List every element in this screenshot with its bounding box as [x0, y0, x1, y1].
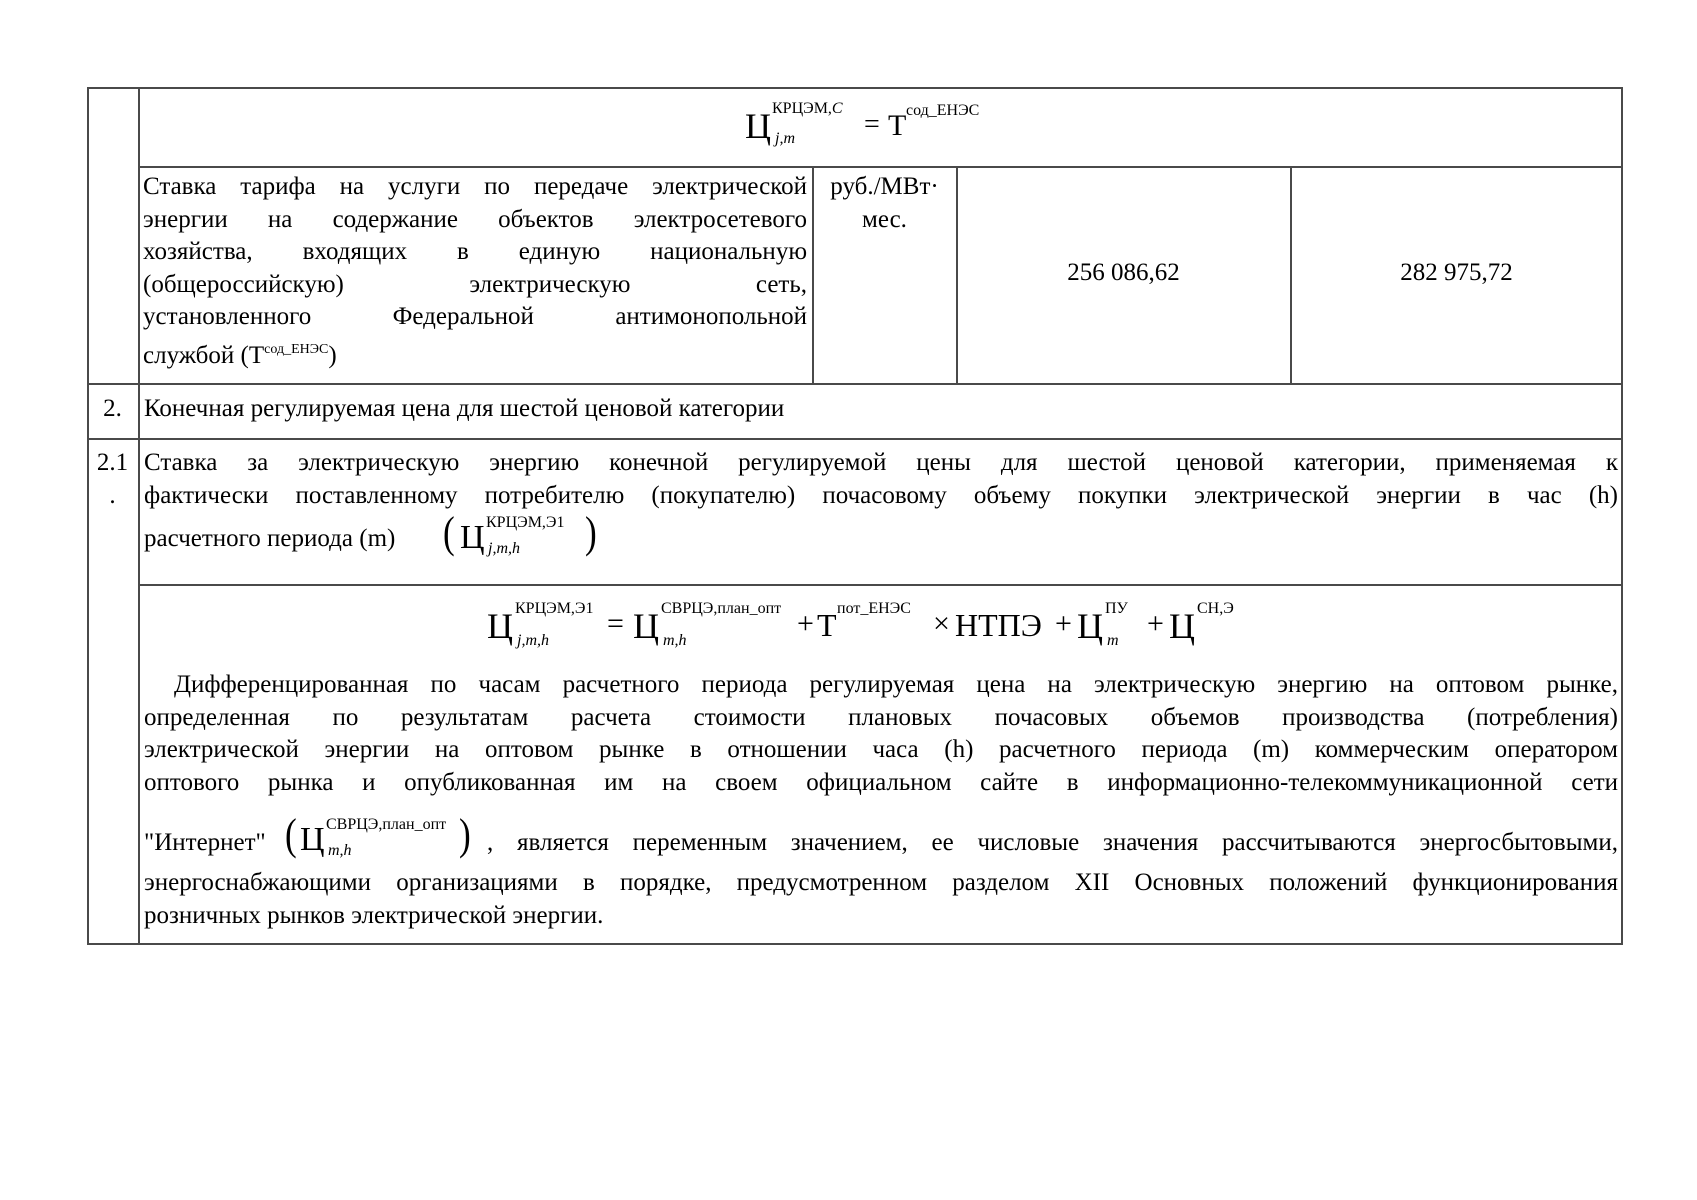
close-parenthesis: ) — [459, 810, 471, 859]
value-first-period: 256 086,62 — [1067, 259, 1180, 286]
formula-term1-subscript: j,m,h — [517, 632, 549, 649]
unit-cell — [813, 171, 956, 236]
description-last-line: службой $(Т^{сод\_ЕНЭС})$ — [143, 341, 337, 369]
formula-term2-subscript: m,h — [663, 632, 687, 649]
row-divider-2-1 — [87, 438, 1623, 440]
close-parenthesis: ) — [585, 508, 597, 557]
tariff-description — [143, 171, 807, 372]
row-number-line1: 2.1 — [96, 449, 129, 476]
formula-equals: = — [607, 607, 624, 640]
row-number-2: 2. — [103, 395, 122, 422]
formula-term3-superscript: пот_ЕНЭС — [837, 600, 911, 617]
inline-formula-svrce — [285, 810, 485, 867]
inline-formula-subscript: m,h — [328, 842, 352, 859]
formula-equals: = — [864, 109, 880, 140]
paragraph-tail — [144, 867, 1618, 932]
number-column-divider — [138, 87, 140, 944]
row-number-line2: . — [109, 481, 116, 509]
inline-formula-subscript: j,m,h — [488, 540, 520, 557]
row-2-1-last-line: расчетного периода (m) — [144, 525, 396, 552]
formula-tariff-superscript: сод_ЕНЭС — [906, 102, 980, 119]
paragraph-line: энергоснабжающими организациями в порядке, предусмотренном разделом XII Основных положений функционирования — [144, 869, 1618, 896]
formula-base: Ц — [745, 106, 771, 146]
formula-plus-2: + — [1055, 607, 1072, 640]
formula-contract-price — [745, 97, 1045, 157]
formula-term5-subscript: m — [1107, 632, 1119, 649]
formula-term4: НТПЭ — [955, 607, 1042, 643]
paragraph-line: оптового рынка и опубликованная им на своем официальном сайте в информационно-телекоммуникационной сети — [144, 768, 1618, 796]
row-2-1-line: Ставка за электрическую энергию конечной регулируемой цены для шестой ценовой категории, применяемая к — [144, 449, 1618, 476]
formula-superscript: КРЦЭМ,C — [772, 100, 843, 117]
row-number-2-1 — [87, 447, 138, 512]
tariff-table — [87, 87, 1623, 944]
paragraph-line: электрической энергии на оптовом рынке в отношении часа (h) расчетного периода (m) коммерческим оператором — [144, 736, 1618, 763]
open-parenthesis: ( — [443, 508, 455, 557]
table-border-bottom — [87, 943, 1623, 945]
inline-formula-crcem-e1 — [443, 508, 613, 565]
paragraph-last-line: розничных рынков электрической энергии. — [144, 901, 604, 929]
inline-formula-superscript: СВРЦЭ,план_опт — [326, 816, 447, 833]
table-border-right — [1621, 87, 1623, 944]
description-line: хозяйства, входящих в единую национальную — [143, 238, 807, 265]
formula-times: × — [933, 607, 950, 640]
open-parenthesis: ( — [285, 810, 297, 859]
formula-plus-1: + — [797, 607, 814, 640]
inline-formula-superscript: КРЦЭМ,Э1 — [486, 514, 565, 531]
description-line: Ставка тарифа на услуги по передаче электрической — [143, 173, 807, 200]
paragraph-inline-suffix: , является переменным значением, ее числовые значения рассчитываются энергосбытовыми, — [487, 829, 1618, 856]
table-border-top — [87, 87, 1623, 89]
row-2-title: Конечная регулируемая цена для шестой ценовой категории — [144, 395, 785, 422]
paragraph-line: Дифференцированная по часам расчетного периода регулируемая цена на электрическую энергию на оптовом рынке, — [174, 671, 1618, 698]
formula-subscript: j,m — [775, 130, 795, 147]
paragraph-inline-prefix: "Интернет" — [144, 829, 266, 856]
row-divider-formula-2 — [138, 584, 1623, 586]
inline-formula-base: Ц — [300, 821, 325, 858]
unit-label-line1: руб./МВт· — [830, 173, 939, 200]
formula-term5-superscript: ПУ — [1105, 600, 1128, 617]
table-border-left — [87, 87, 89, 944]
row-divider-2 — [87, 383, 1623, 385]
row-2-1-text — [144, 447, 1618, 512]
value-second-period: 282 975,72 — [1400, 259, 1513, 286]
row-2-1-line: фактически поставленному потребителю (покупателю) почасовому объему покупки электрической энергии в час (h) — [144, 481, 1618, 509]
formula-term3-base: Т — [817, 607, 837, 643]
formula-term6-superscript: СН,Э — [1197, 600, 1234, 617]
formula-tariff-base: Т — [888, 109, 907, 142]
formula-term2-superscript: СВРЦЭ,план_опт — [661, 600, 782, 617]
inline-formula-base: Ц — [460, 519, 485, 556]
description-line: (общероссийскую) электрическую сеть, — [143, 270, 807, 298]
paragraph-line: определенная по результатам расчета стоимости плановых почасовых объемов производства (потребления) — [144, 703, 1618, 731]
unit-label-line2: мес. — [862, 205, 907, 233]
formula-term6-base: Ц — [1169, 606, 1195, 646]
formula-term1-superscript: КРЦЭМ,Э1 — [515, 600, 594, 617]
row-divider-formula — [138, 166, 1623, 168]
formula-term1-base: Ц — [487, 606, 513, 646]
formula-final-price — [487, 597, 1287, 657]
formula-term5-base: Ц — [1077, 606, 1103, 646]
formula-plus-3: + — [1147, 607, 1164, 640]
description-line: энергии на содержание объектов электросетевого — [143, 205, 807, 233]
explanation-paragraph — [144, 669, 1618, 799]
formula-term2-base: Ц — [633, 606, 659, 646]
description-line: установленного Федеральной антимонопольной — [143, 303, 807, 330]
